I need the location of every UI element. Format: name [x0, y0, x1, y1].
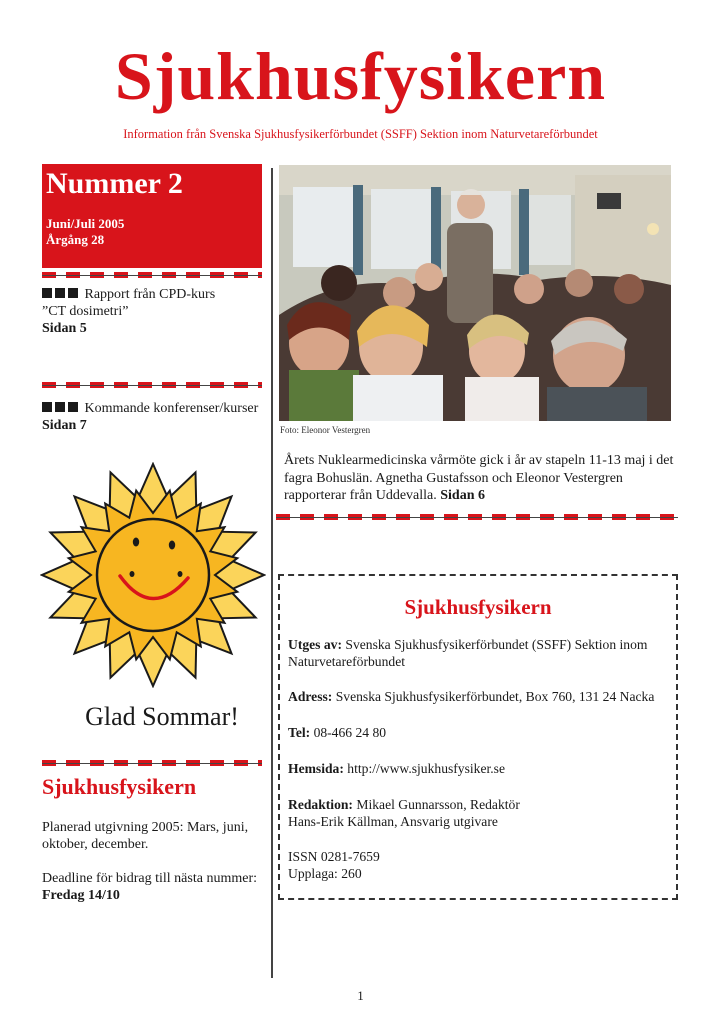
teaser-title: Kommande konferenser/kurser	[84, 401, 259, 416]
issn-value: ISSN 0281-7659	[288, 849, 380, 864]
issue-volume: Årgång 28	[46, 232, 105, 247]
conference-photo	[279, 165, 671, 421]
teaser-conferences	[42, 400, 274, 434]
website-info	[288, 760, 683, 777]
issue-number: Nummer 2	[46, 167, 183, 200]
smiling-sun-icon	[40, 462, 266, 688]
teaser-subtitle: ”CT dosimetri”	[42, 304, 129, 319]
deadline	[42, 870, 282, 904]
publisher-label: Utges av:	[288, 637, 342, 652]
separator	[42, 272, 262, 278]
caption-text: Årets Nuklearmedicinska vårmöte gick i år av stapeln 11-13 maj i det fagra Bohuslän. Agnetha Gustafsson och Eleonor Vestergren rapporterar från Uddevalla.	[284, 453, 674, 503]
issn-info	[288, 848, 683, 882]
publisher-info	[288, 636, 683, 670]
teaser-title: Rapport från CPD-kurs	[84, 287, 216, 302]
separator	[42, 382, 262, 388]
editorial-info	[288, 796, 683, 830]
phone-label: Tel:	[288, 725, 311, 740]
publication-schedule: Planerad utgivning 2005: Mars, juni, oktober, december.	[42, 820, 249, 852]
website-link[interactable]: http://www.sjukhusfysiker.se	[347, 761, 506, 776]
bullet-squares-icon	[42, 287, 81, 302]
responsible-publisher: Hans-Erik Källman, Ansvarig utgivare	[288, 814, 498, 829]
editorial-label: Redaktion:	[288, 797, 353, 812]
page-number: 1	[357, 988, 364, 1003]
infobox-title: Sjukhusfysikern	[404, 595, 552, 619]
issue-date: Juni/Juli 2005	[46, 216, 125, 231]
separator	[276, 514, 678, 520]
editor-value: Mikael Gunnarsson, Redaktör	[356, 797, 520, 812]
photo-credit: Foto: Eleonor Vestergren	[280, 425, 371, 435]
teaser-page: Sidan 5	[42, 321, 87, 336]
bullet-squares-icon	[42, 401, 81, 416]
website-label: Hemsida:	[288, 761, 344, 776]
address-label: Adress:	[288, 689, 333, 704]
phone-value: 08-466 24 80	[313, 725, 387, 740]
caption-page: Sidan 6	[440, 488, 485, 503]
masthead-title: Sjukhusfysikern	[114, 38, 607, 114]
column-rule	[271, 168, 273, 978]
circulation-value: Upplaga: 260	[288, 866, 362, 881]
publisher-value: Svenska Sjukhusfysikerförbundet (SSFF) Sektion inom Naturvetareförbundet	[288, 637, 648, 669]
summer-greeting: Glad Sommar!	[85, 702, 239, 731]
info-title-left: Sjukhusfysikern	[42, 774, 197, 799]
separator	[42, 760, 262, 766]
teaser-cpd	[42, 286, 267, 337]
publisher-infobox	[278, 574, 678, 900]
address-value: Svenska Sjukhusfysikerförbundet, Box 760, 131 24 Nacka	[335, 689, 655, 704]
deadline-label: Deadline för bidrag till nästa nummer:	[42, 871, 257, 886]
deadline-date: Fredag 14/10	[42, 888, 120, 903]
photo-caption	[284, 452, 684, 505]
phone-info	[288, 724, 683, 741]
issue-box	[42, 164, 262, 268]
address-info	[288, 688, 688, 705]
masthead-subtitle: Information från Svenska Sjukhusfysikerförbundet (SSFF) Sektion inom Naturvetareförbundet	[123, 127, 598, 141]
teaser-page: Sidan 7	[42, 418, 87, 433]
